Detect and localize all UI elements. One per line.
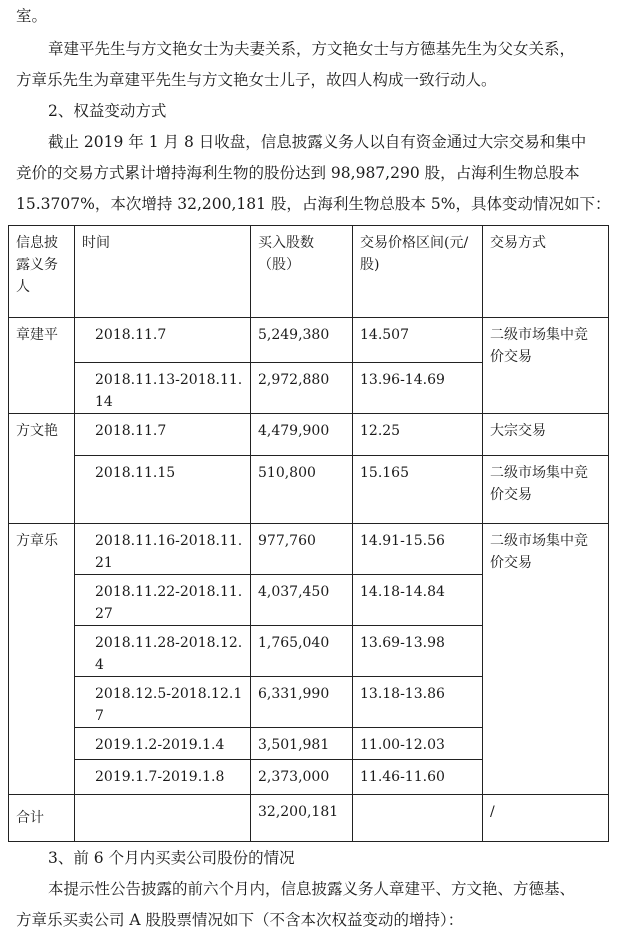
table-total-row <box>9 795 609 842</box>
cell-shares: 2,373,000 <box>251 760 353 795</box>
cell-shares: 2,972,880 <box>251 363 353 414</box>
cell-time: 2018.11.7 <box>75 318 251 363</box>
cell-method: 二级市场集中竞价交易 <box>483 456 609 524</box>
text-line: 竞价的交易方式累计增持海利生物的股份达到 98,987,290 股，占海利生物总股本 <box>16 164 580 182</box>
cell-method: 二级市场集中竞价交易 <box>483 318 609 414</box>
header-shares: 买入股数（股） <box>251 226 353 318</box>
text-line: 章建平先生与方文艳女士为夫妻关系，方文艳女士与方德基先生为父女关系， <box>48 40 576 58</box>
text-line: 本提示性公告披露的前六个月内，信息披露义务人章建平、方文艳、方德基、 <box>48 880 576 898</box>
cell-price: 14.507 <box>353 318 483 363</box>
cell-empty <box>75 795 251 842</box>
cell-time: 2018.11.16-2018.11.21 <box>75 524 251 575</box>
cell-shares: 3,501,981 <box>251 728 353 760</box>
cell-price: 14.18-14.84 <box>353 575 483 626</box>
table-row <box>9 414 609 456</box>
header-person: 信息披露义务人 <box>9 226 75 318</box>
cell-price: 13.18-13.86 <box>353 677 483 728</box>
cell-shares: 977,760 <box>251 524 353 575</box>
cell-time: 2018.11.13-2018.11.14 <box>75 363 251 414</box>
header-method: 交易方式 <box>483 226 609 318</box>
table-row <box>9 318 609 363</box>
text-line: 室。 <box>16 7 48 25</box>
table-row <box>9 456 609 524</box>
cell-price: 13.96-14.69 <box>353 363 483 414</box>
text-line: 方章乐买卖公司 A 股股票情况如下（不含本次权益变动的增持）： <box>16 911 464 929</box>
section-heading: 2、权益变动方式 <box>48 102 167 120</box>
cell-shares: 1,765,040 <box>251 626 353 677</box>
cell-total-label: 合计 <box>9 795 75 842</box>
section-heading: 3、前 6 个月内买卖公司股份的情况 <box>48 849 295 867</box>
cell-person: 方章乐 <box>9 524 75 795</box>
cell-empty <box>353 795 483 842</box>
cell-shares: 510,800 <box>251 456 353 524</box>
text-line: 方章乐先生为章建平先生与方文艳女士儿子，故四人构成一致行动人。 <box>16 71 497 89</box>
cell-time: 2018.11.15 <box>75 456 251 524</box>
cell-total-shares: 32,200,181 <box>251 795 353 842</box>
equity-change-table <box>8 225 609 842</box>
cell-price: 11.00-12.03 <box>353 728 483 760</box>
text-line: 15.3707%，本次增持 32,200,181 股，占海利生物总股本 5%，具体变动情况如下： <box>16 195 611 213</box>
header-price: 交易价格区间(元/股) <box>353 226 483 318</box>
cell-time: 2018.12.5-2018.12.17 <box>75 677 251 728</box>
cell-time: 2019.1.2-2019.1.4 <box>75 728 251 760</box>
cell-shares: 4,037,450 <box>251 575 353 626</box>
table-header-row <box>9 226 609 318</box>
cell-time: 2018.11.22-2018.11.27 <box>75 575 251 626</box>
cell-price: 12.25 <box>353 414 483 456</box>
header-time: 时间 <box>75 226 251 318</box>
cell-shares: 4,479,900 <box>251 414 353 456</box>
cell-time: 2018.11.28-2018.12.4 <box>75 626 251 677</box>
cell-method: 二级市场集中竞价交易 <box>483 524 609 795</box>
cell-person: 方文艳 <box>9 414 75 524</box>
cell-shares: 6,331,990 <box>251 677 353 728</box>
cell-price: 11.46-11.60 <box>353 760 483 795</box>
cell-method: 大宗交易 <box>483 414 609 456</box>
cell-price: 14.91-15.56 <box>353 524 483 575</box>
cell-total-method: / <box>483 795 609 842</box>
cell-time: 2018.11.7 <box>75 414 251 456</box>
cell-person: 章建平 <box>9 318 75 414</box>
table-row <box>9 524 609 575</box>
cell-price: 13.69-13.98 <box>353 626 483 677</box>
cell-time: 2019.1.7-2019.1.8 <box>75 760 251 795</box>
text-line: 截止 2019 年 1 月 8 日收盘，信息披露义务人以自有资金通过大宗交易和集中 <box>48 133 587 151</box>
cell-shares: 5,249,380 <box>251 318 353 363</box>
cell-price: 15.165 <box>353 456 483 524</box>
